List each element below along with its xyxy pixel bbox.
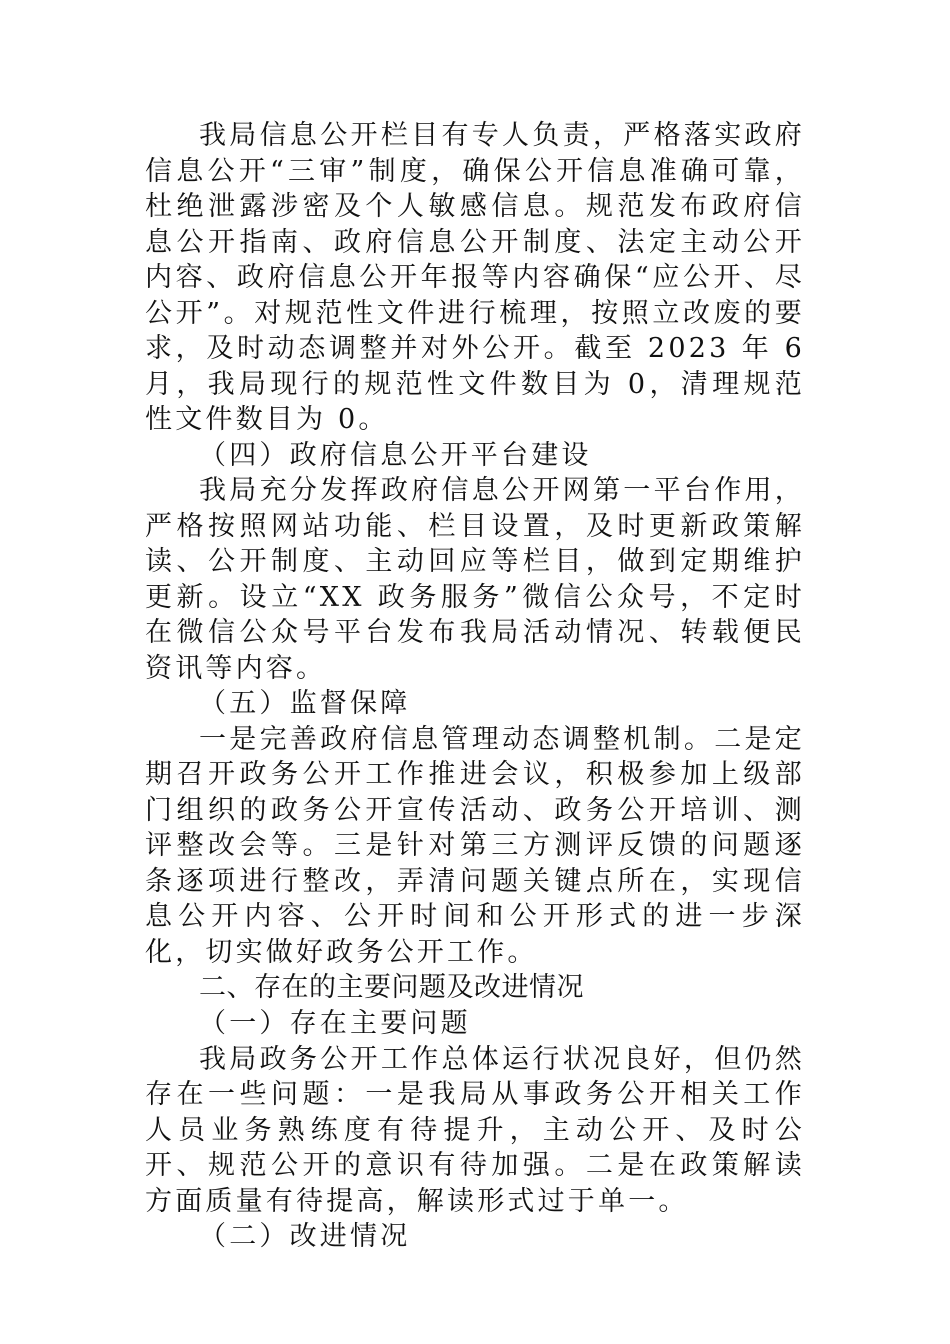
paragraph-supervision: 一是完善政府信息管理动态调整机制。二是定期召开政务公开工作推进会议，积极参加上级部门组织的政务公开宣传活动、政务公开培训、测评整改会等。三是针对第三方测评反馈的问题逐条逐项进行整改，弄清问题关键点所在，实现信息公开内容、公开时间和公开形式的进一步深化，切实做好政务公开工作。 bbox=[145, 723, 805, 968]
heading-improvement: （二）改进情况 bbox=[199, 1221, 411, 1252]
document-page bbox=[145, 118, 805, 1255]
heading-main-problems: （一）存在主要问题 bbox=[199, 1008, 471, 1039]
heading-supervision: （五）监督保障 bbox=[199, 688, 411, 719]
paragraph-info-disclosure-management: 我局信息公开栏目有专人负责，严格落实政府信息公开“三审”制度，确保公开信息准确可靠，杜绝泄露涉密及个人敏感信息。规范发布政府信息公开指南、政府信息公开制度、法定主动公开内容、政府信息公开年报等内容确保“应公开、尽公开”。对规范性文件进行梳理，按照立改废的要求，及时动态调整并对外公开。截至 2023 年 6 月，我局现行的规范性文件数目为 0，清理规范性文件数目为 0。 bbox=[145, 120, 805, 435]
paragraph-main-problems: 我局政务公开工作总体运行状况良好，但仍然存在一些问题：一是我局从事政务公开相关工作人员业务熟练度有待提升，主动公开、及时公开、规范公开的意识有待加强。二是在政策解读方面质量有待提高，解读形式过于单一。 bbox=[145, 1043, 805, 1217]
section-heading-problems: 二、存在的主要问题及改进情况 bbox=[199, 972, 584, 1003]
paragraph-platform-construction: 我局充分发挥政府信息公开网第一平台作用，严格按照网站功能、栏目设置，及时更新政策解读、公开制度、主动回应等栏目，做到定期维护更新。设立“XX 政务服务”微信公众号，不定时在微信公众号平台发布我局活动情况、转载便民资讯等内容。 bbox=[145, 475, 805, 684]
heading-platform-construction: （四）政府信息公开平台建设 bbox=[199, 439, 592, 471]
